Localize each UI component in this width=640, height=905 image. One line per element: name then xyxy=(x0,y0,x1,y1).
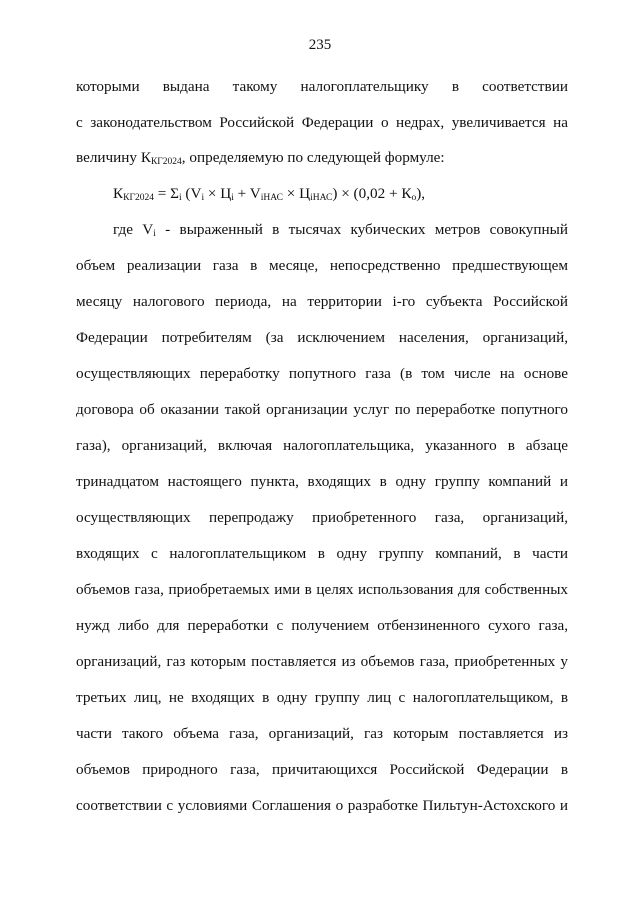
text-line-2: с законодательством Российской Федерации о недрах, увеличивается на xyxy=(76,114,568,131)
text-line-3-post: , определяемую по следующей формуле: xyxy=(181,149,445,166)
text-line-6: объем реализации газа в месяце, непосредственно предшествующем xyxy=(76,257,568,274)
formula-end: ), xyxy=(416,185,426,202)
text-line-9: осуществляющих переработку попутного газа (в том числе на основе xyxy=(76,365,568,382)
text-line-11: газа), организаций, включая налогоплательщика, указанного в абзаце xyxy=(76,437,568,454)
text-line-5-pre: где V xyxy=(113,221,154,238)
formula-times-c: × Ц xyxy=(204,185,232,202)
page-number: 235 xyxy=(308,37,332,53)
formula-sum-sub: i xyxy=(178,193,182,203)
text-line-14: входящих с налогоплательщиком в одну группу компаний, в части xyxy=(76,545,568,562)
formula-cnas-sub: iНАС xyxy=(310,193,333,203)
text-line-3-sub: КГ2024 xyxy=(150,157,182,167)
text-line-5-post: - выраженный в тысячах кубических метров совокупный xyxy=(155,221,568,238)
text-line-18: третьих лиц, не входящих в одну группу лиц с налогоплательщиком, в xyxy=(76,689,568,706)
text-line-7: месяцу налогового периода, на территории i-го субъекта Российской xyxy=(76,293,568,310)
text-line-5 xyxy=(113,221,568,239)
text-line-19: части такого объема газа, организаций, газ которым поставляется из xyxy=(76,725,568,742)
text-line-17: организаций, газ которым поставляется из объемов газа, приобретенных у xyxy=(76,653,568,670)
formula-c-sub: i xyxy=(231,193,234,203)
formula-k: К xyxy=(113,185,124,202)
formula-k-sub: КГ2024 xyxy=(123,193,154,203)
formula-vnas-sub: iНАС xyxy=(260,193,283,203)
formula-rest: ) × (0,02 + К xyxy=(332,185,412,202)
text-line-13: осуществляющих перепродажу приобретенного газа, организаций, xyxy=(76,509,568,526)
text-line-15: объемов газа, приобретаемых ими в целях использования для собственных xyxy=(76,581,568,598)
formula-open: (V xyxy=(181,185,202,202)
formula-ko-sub: о xyxy=(411,193,417,203)
formula-plus-v: + V xyxy=(233,185,261,202)
formula-eq: = Σ xyxy=(153,185,179,202)
text-line-21: соответствии с условиями Соглашения о разработке Пильтун-Астохского и xyxy=(76,797,568,814)
formula xyxy=(113,185,425,203)
text-line-5-sub: i xyxy=(153,229,156,239)
formula-v-sub: i xyxy=(201,193,205,203)
text-line-8: Федерации потребителям (за исключением населения, организаций, xyxy=(76,329,568,346)
text-line-10: договора об оказании такой организации услуг по переработке попутного xyxy=(76,401,568,418)
formula-times-c2: × Ц xyxy=(282,185,311,202)
text-line-3 xyxy=(76,149,445,167)
text-line-1: которыми выдана такому налогоплательщику в соответствии xyxy=(76,78,568,95)
text-line-20: объемов природного газа, причитающихся Российской Федерации в xyxy=(76,761,568,778)
text-line-3-pre: величину К xyxy=(76,149,151,166)
text-line-12: тринадцатом настоящего пункта, входящих в одну группу компаний и xyxy=(76,473,568,490)
text-line-16: нужд либо для переработки с получением отбензиненного сухого газа, xyxy=(76,617,568,634)
